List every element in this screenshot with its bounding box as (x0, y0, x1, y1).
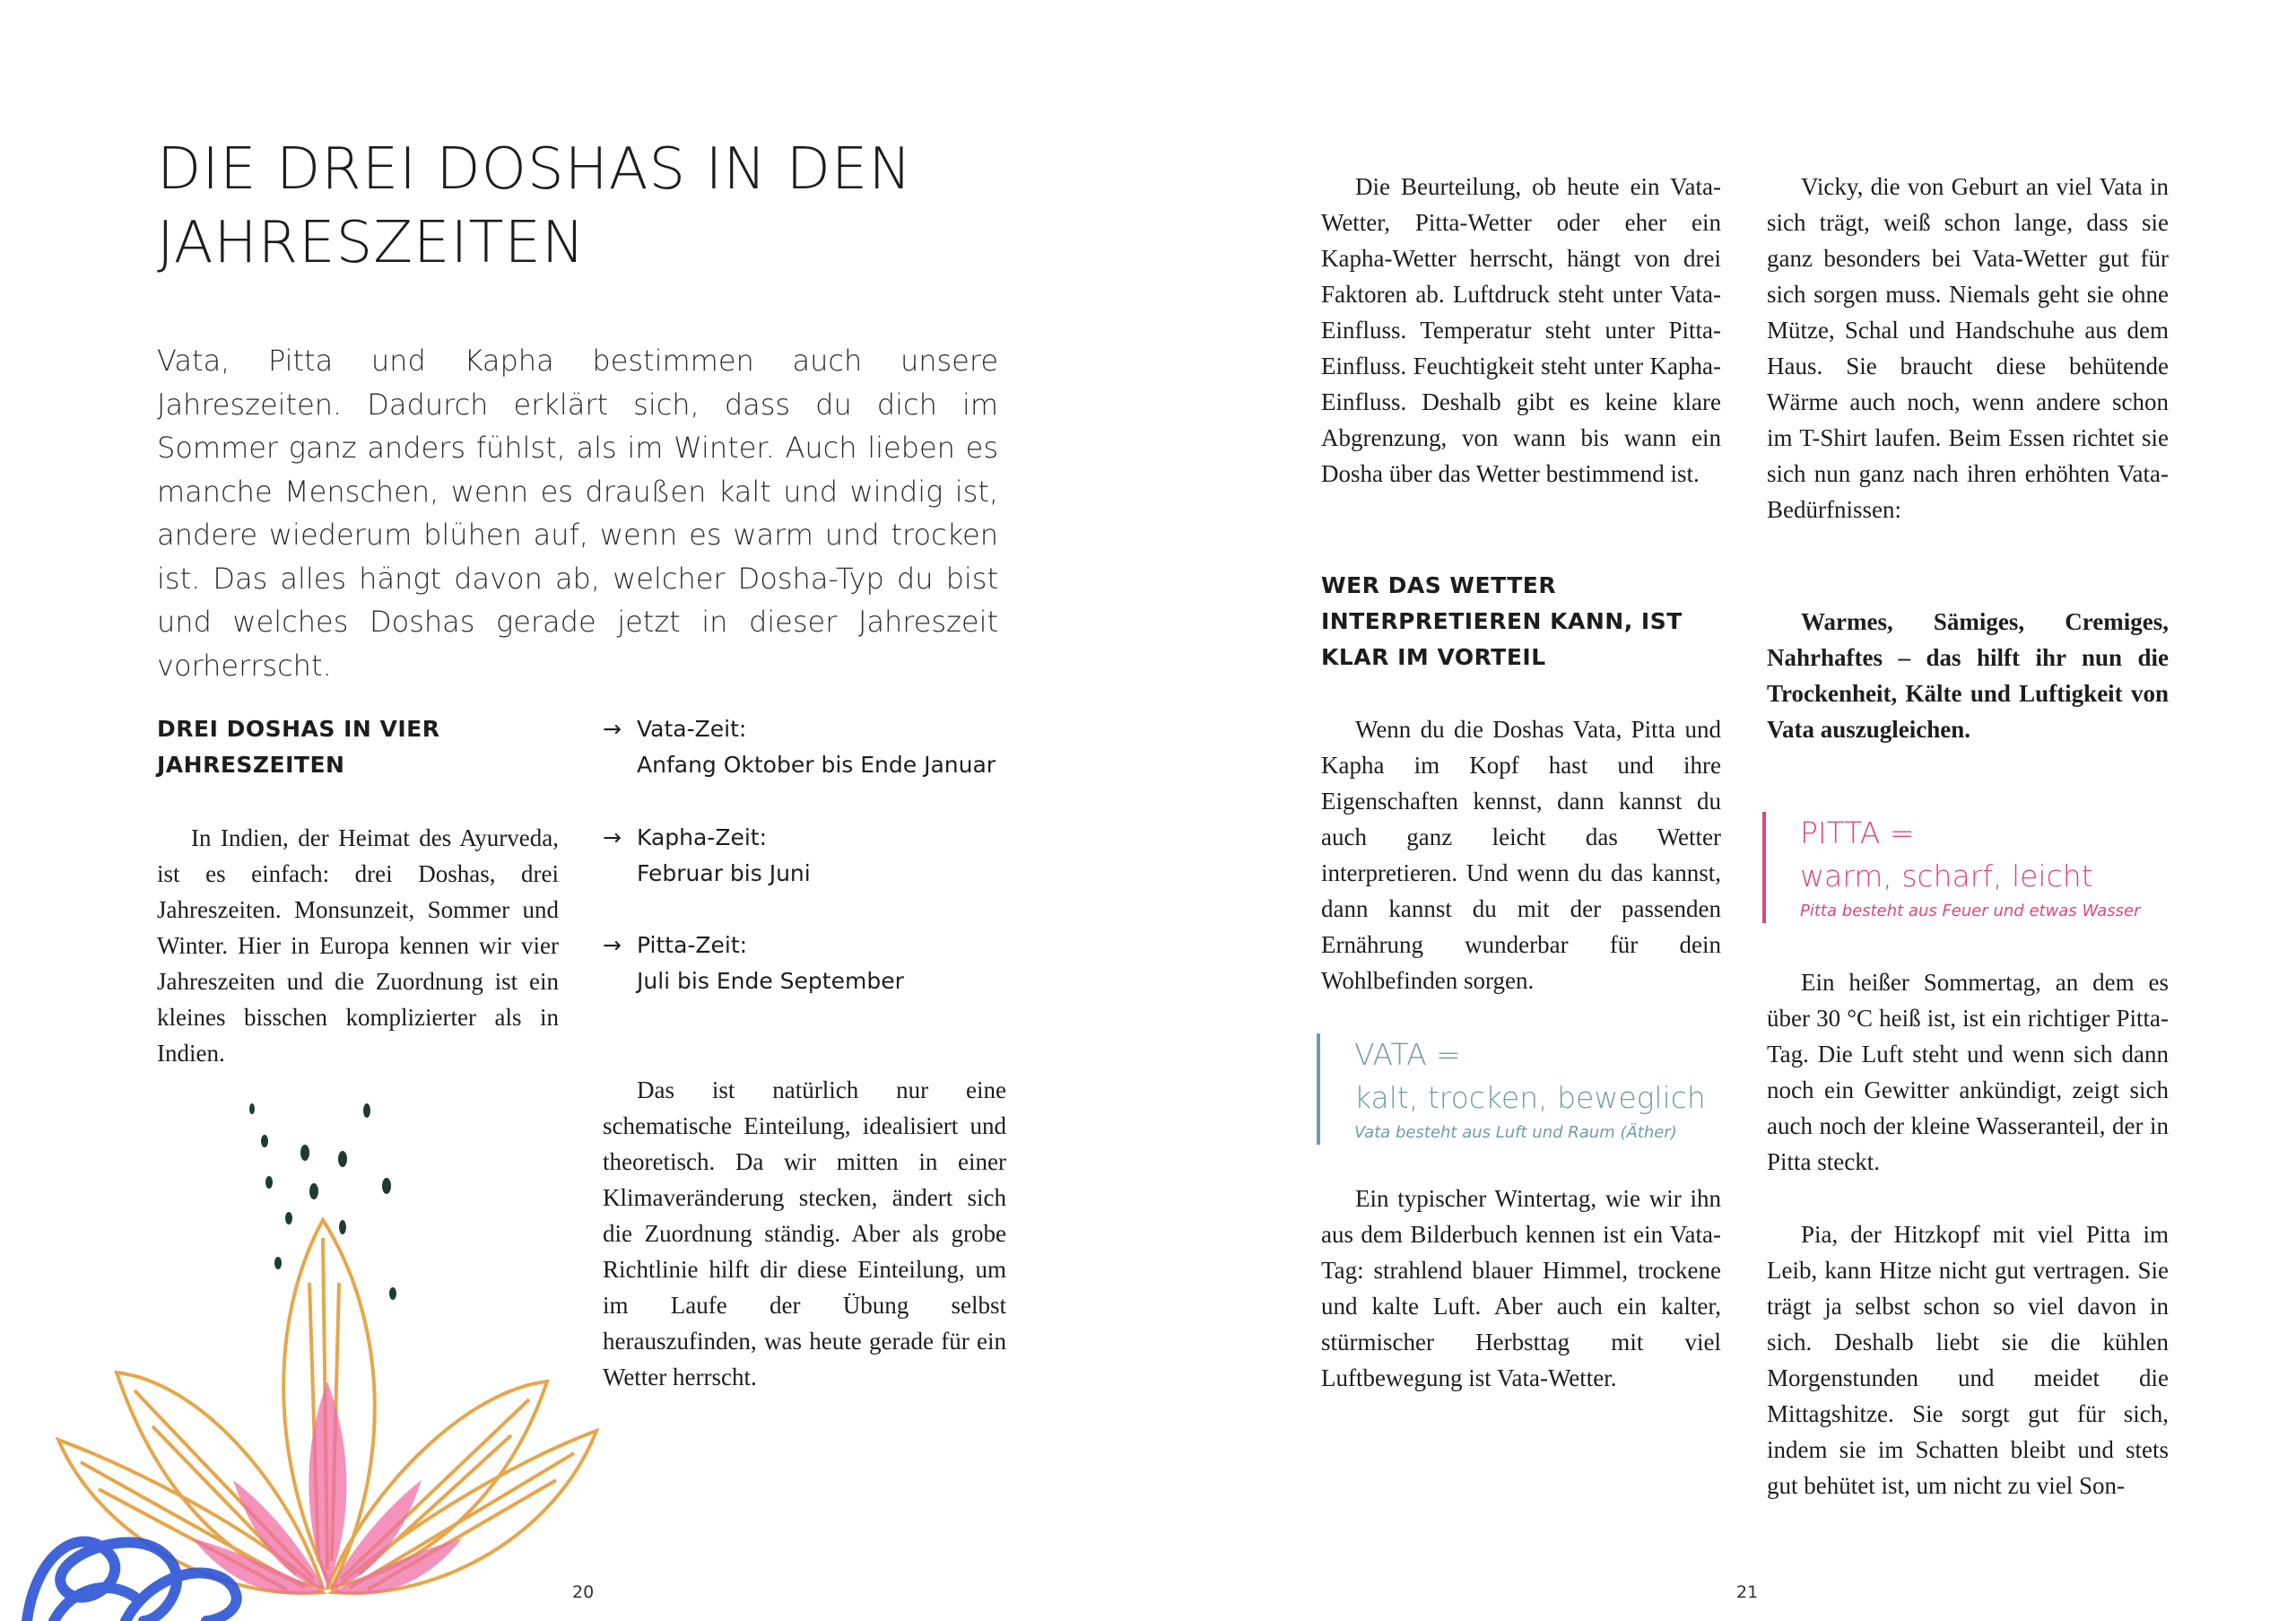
page-title (157, 133, 991, 280)
season-label: Vata-Zeit: (637, 716, 747, 742)
title-line-1: DIE DREI DOSHAS IN DEN (157, 136, 913, 203)
section-subhead-wetter (1321, 568, 1721, 675)
pitta-callout (1762, 812, 2186, 923)
paragraph-sommertag: Ein heißer Sommertag, an dem es über 30 °C heiß ist, ist ein richtiger Pitta-Tag. Die Luft steht und wenn sich dann noch ein Gewitter ankündigt, zeigt sich auch noch der kleine Wasseranteil, der in Pitta steckt. (1767, 969, 2169, 1175)
paragraph-indien: In Indien, der Heimat des Ayurveda, ist es einfach: drei Doshas, drei Jahreszeiten. Monsunzeit, Sommer und Winter. Hier in Europa kennen wir vier Jahreszeiten und die Zuordnung ist ein kleines bisschen komplizierter als in Indien. (157, 824, 559, 1067)
pitta-callout-title: PITTA = (1800, 815, 1915, 850)
vata-callout-caption: Vata besteht aus Luft und Raum (Äther) (1354, 1123, 1677, 1142)
intro-paragraph: Vata, Pitta und Kapha bestimmen auch unsere Jahreszeiten. Dadurch erklärt sich, dass du dich im Sommer ganz anders fühlst, als im Winter. Auch lieben es manche Menschen, wenn es draußen kalt und windig ist, andere wiederum blühen auf, wenn es warm und trocken ist. Das alles hängt davon ab, welcher Dosha-Typ du bist und welches Doshas gerade jetzt in dieser Jahreszeit vorherrscht. (157, 344, 998, 683)
page-number-left: 20 (572, 1582, 595, 1602)
arrow-right-icon: → (603, 932, 622, 958)
paragraph-schematisch: Das ist natürlich nur eine schematische Einteilung, idealisiert und theoretisch. Da wir mitten in einer Klimaveränderung stecken, ändert sich die Zuordnung ständig. Aber als grobe Richtlinie hilft dir diese Einteilung, um im Laufe der Übung selbst herauszufinden, was heute gerade für ein Wetter herrscht. (603, 1076, 1006, 1390)
vata-callout-title: VATA = (1354, 1037, 1461, 1072)
arrow-right-icon: → (603, 716, 622, 742)
paragraph-beurteilung: Die Beurteilung, ob heute ein Vata-Wetter, Pitta-Wetter oder eher ein Kapha-Wetter herrscht, hängt von drei Faktoren ab. Luftdruck steht unter Vata-Einfluss. Temperatur steht unter Pitta-Einfluss. Feuchtigkeit steht unter Kapha-Einfluss. Deshalb gibt es keine klare Abgrenzung, von wann bis wann ein Dosha über das Wetter bestimmend ist. (1321, 173, 1721, 487)
season-item-kapha (603, 820, 1006, 892)
season-range: Februar bis Juni (637, 860, 811, 886)
subhead-line-3: KLAR IM VORTEIL (1321, 644, 1546, 670)
season-range: Juli bis Ende September (637, 968, 904, 994)
season-range: Anfang Oktober bis Ende Januar (637, 752, 996, 778)
paragraph-wenn-du: Wenn du die Doshas Vata, Pitta und Kapha im Kopf hast und ihre Eigenschaften kennst, dann kannst du auch ganz leicht das Wetter interpretieren. Und wenn du das kannst, dann kannst du mit der passenden Ernährung wunderbar für dein Wohlbefinden sorgen. (1321, 716, 1721, 994)
subhead-line-2: INTERPRETIEREN KANN, IST (1321, 608, 1683, 634)
paragraph-warmes-bold (1767, 604, 2169, 747)
subhead-line-2: JAHRESZEITEN (157, 752, 345, 778)
season-item-vata (603, 711, 1006, 783)
paragraph-wintertag: Ein typischer Wintertag, wie wir ihn aus dem Bilderbuch kennen ist ein Vata-Tag: strahlend blauer Himmel, trockene und kalte Luft. Aber auch ein kalter, stürmischer Herbsttag mit viel Luftbewegung ist Vata-Wetter. (1321, 1185, 1721, 1391)
pitta-callout-caption: Pitta besteht aus Feuer und etwas Wasser (1800, 902, 2141, 920)
season-item-pitta (603, 928, 1006, 999)
pitta-callout-subtitle: warm, scharf, leicht (1800, 858, 2093, 893)
vata-callout-subtitle: kalt, trocken, beweglich (1354, 1080, 1706, 1115)
subhead-line-1: DREI DOSHAS IN VIER (157, 716, 440, 742)
paragraph-vicky: Vicky, die von Geburt an viel Vata in sich trägt, weiß schon lange, dass sie ganz besonders bei Vata-Wetter gut für sich sorgen muss. Niemals geht sie ohne Mütze, Schal und Handschuhe aus dem Haus. Sie braucht diese behütende Wärme auch noch, wenn andere schon im T-Shirt laufen. Beim Essen richtet sie sich nun ganz nach ihren erhöhten Vata-Bedürfnissen: (1767, 173, 2169, 523)
page-number-right: 21 (1736, 1582, 1759, 1602)
section-subhead-doshas (157, 711, 570, 783)
arrow-right-icon: → (603, 824, 622, 850)
season-label: Kapha-Zeit: (637, 824, 768, 850)
subhead-line-1: WER DAS WETTER (1321, 572, 1557, 598)
vata-callout (1317, 1033, 1731, 1145)
title-line-2: JAHRESZEITEN (157, 210, 586, 276)
paragraph-pia: Pia, der Hitzkopf mit viel Pitta im Leib, kann Hitze nicht gut vertragen. Sie trägt ja selbst schon so viel davon in sich. Deshalb liebt sie die kühlen Morgenstunden und meidet die Mittagshitze. Sie sorgt gut für sich, indem sie im Schatten bleibt und stets gut behütet ist, um nicht zu viel Son- (1767, 1221, 2169, 1499)
lotus-flower-illustration (0, 1085, 610, 1621)
bold-text: Warmes, Sämiges, Cremiges, Nahrhaftes – das hilft ihr nun die Trockenheit, Kälte und Luftigkeit von Vata auszugleichen. (1767, 608, 2169, 743)
season-label: Pitta-Zeit: (637, 932, 748, 958)
